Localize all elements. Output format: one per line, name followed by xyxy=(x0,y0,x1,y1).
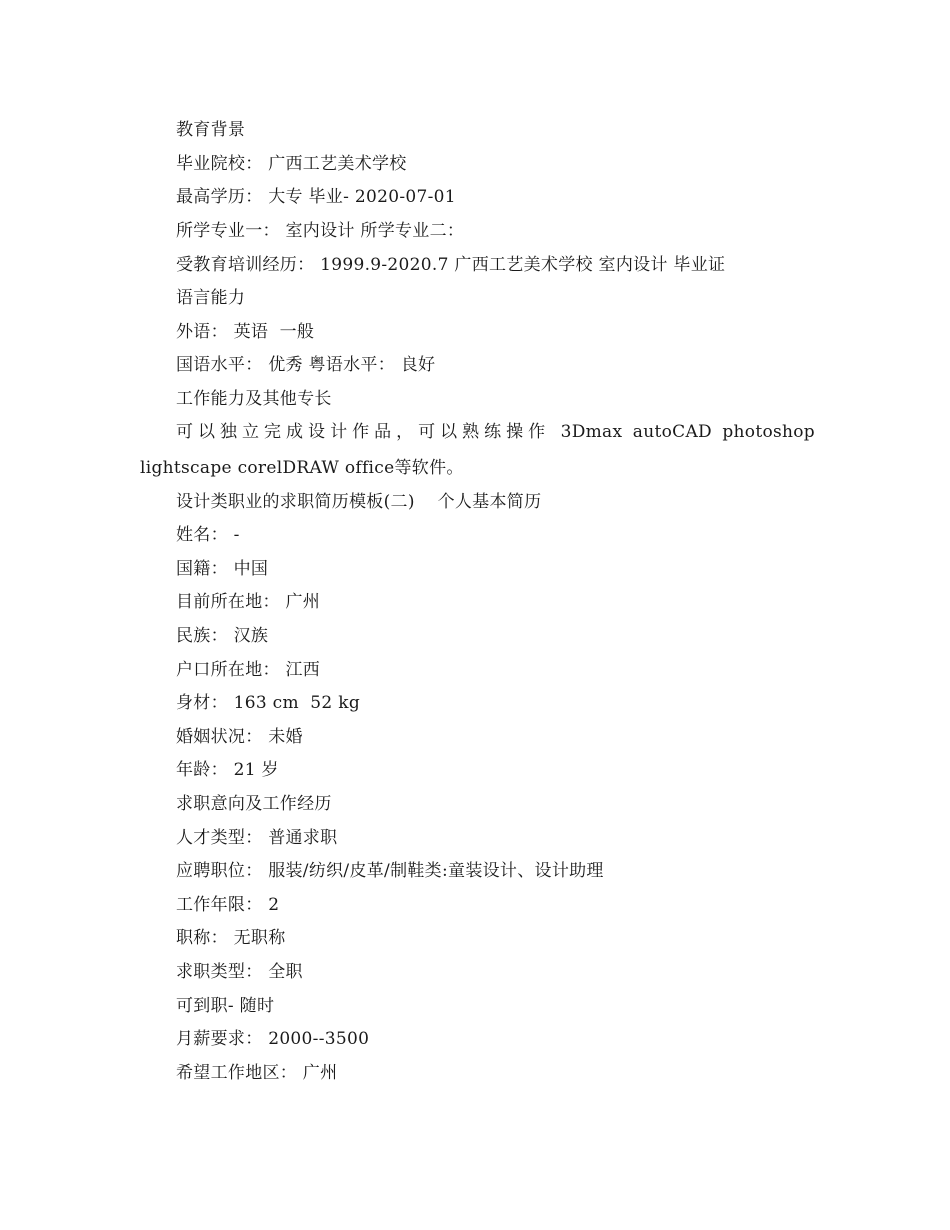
availability-line: 可到职- 随时 xyxy=(176,996,275,1016)
job-title-line: 职称： 无职称 xyxy=(176,928,286,948)
section-heading-language: 语言能力 xyxy=(176,288,246,308)
height-weight-line: 身材： 163 cm 52 kg xyxy=(176,693,361,713)
ethnicity-line: 民族： 汉族 xyxy=(176,626,269,646)
section-heading-job-intention: 求职意向及工作经历 xyxy=(176,794,332,814)
age-line: 年龄： 21 岁 xyxy=(176,760,279,780)
name-line: 姓名： - xyxy=(176,525,240,545)
mandarin-cantonese-line: 国语水平： 优秀 粤语水平： 良好 xyxy=(176,355,436,375)
section-heading-skills: 工作能力及其他专长 xyxy=(176,389,332,409)
training-history-line: 受教育培训经历： 1999.9-2020.7 广西工艺美术学校 室内设计 毕业证 xyxy=(176,255,726,275)
salary-requirement-line: 月薪要求： 2000--3500 xyxy=(176,1029,370,1049)
hukou-location-line: 户口所在地： 江西 xyxy=(176,660,321,680)
job-type-line: 求职类型： 全职 xyxy=(176,962,303,982)
marital-status-line: 婚姻状况： 未婚 xyxy=(176,727,303,747)
applied-position-line: 应聘职位： 服装/纺织/皮革/制鞋类:童装设计、设计助理 xyxy=(176,861,604,881)
talent-type-line: 人才类型： 普通求职 xyxy=(176,828,338,848)
foreign-language-line: 外语： 英语 一般 xyxy=(176,322,315,342)
resume-template-title: 设计类职业的求职简历模板(二) 个人基本简历 xyxy=(176,492,542,512)
work-years-line: 工作年限： 2 xyxy=(176,895,280,915)
major-line: 所学专业一： 室内设计 所学专业二： xyxy=(176,221,465,241)
section-heading-education: 教育背景 xyxy=(176,120,246,140)
nationality-line: 国籍： 中国 xyxy=(176,559,269,579)
current-location-line: 目前所在地： 广州 xyxy=(176,592,321,612)
preferred-work-area-line: 希望工作地区： 广州 xyxy=(176,1063,338,1083)
skills-paragraph: 可以独立完成设计作品，可以熟练操作 3Dmax autoCAD photoshop lightscape corelDRAW office等软件。 xyxy=(140,422,815,478)
highest-degree-line: 最高学历： 大专 毕业- 2020-07-01 xyxy=(176,187,456,207)
graduated-school-line: 毕业院校： 广西工艺美术学校 xyxy=(176,154,407,174)
